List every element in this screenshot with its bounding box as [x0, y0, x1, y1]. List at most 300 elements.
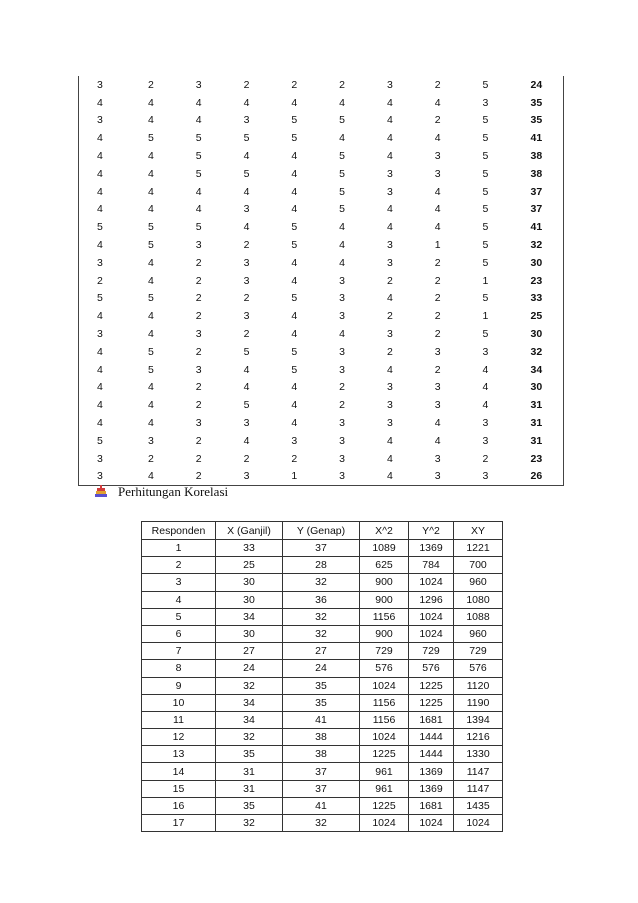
score-cell: 5: [482, 328, 489, 341]
score-cell: 4: [195, 96, 202, 109]
score-cell: 2: [434, 310, 441, 323]
table-cell: 960: [454, 625, 503, 642]
score-cell: 3: [243, 203, 250, 216]
score-row: [79, 254, 564, 272]
score-total-cell: 38: [509, 147, 564, 165]
table-cell: 12: [142, 729, 216, 746]
score-cell: 3: [434, 345, 441, 358]
score-cell: 4: [434, 417, 441, 430]
score-cell: 4: [147, 96, 154, 109]
score-cell: 4: [386, 363, 393, 376]
score-table-body: [79, 76, 564, 486]
score-cell: 4: [243, 434, 250, 447]
table-cell: 13: [142, 746, 216, 763]
score-cell: 5: [339, 167, 345, 180]
score-cell: 2: [147, 78, 154, 91]
score-cell: 3: [223, 468, 271, 486]
score-row: [79, 147, 564, 165]
score-cell: 4: [79, 414, 128, 432]
table-cell: 30: [216, 591, 283, 608]
table-cell: 38: [283, 746, 360, 763]
score-cell: 5: [339, 203, 345, 216]
score-cell: 3: [291, 434, 298, 447]
table-row: [142, 574, 503, 591]
section-heading: [94, 484, 228, 500]
score-cell: 4: [291, 310, 298, 323]
column-header: XY: [454, 522, 503, 540]
score-cell: 2: [434, 256, 441, 269]
score-cell: 4: [386, 150, 393, 163]
table-cell: 1156: [360, 694, 409, 711]
table-cell: 1080: [454, 591, 503, 608]
table-cell: 10: [142, 694, 216, 711]
score-row: [79, 290, 564, 308]
score-cell: 5: [147, 132, 154, 145]
score-row: [79, 361, 564, 379]
score-cell: 3: [243, 310, 250, 323]
table-cell: 1088: [454, 608, 503, 625]
score-cell: 4: [339, 221, 345, 234]
score-cell: 2: [195, 310, 202, 323]
score-row: [79, 396, 564, 414]
table-cell: 729: [360, 643, 409, 660]
table-cell: 7: [142, 643, 216, 660]
table-cell: 625: [360, 557, 409, 574]
table-cell: 38: [283, 729, 360, 746]
score-total-cell: 34: [509, 361, 564, 379]
score-cell: 5: [482, 114, 489, 127]
table-cell: 1225: [409, 677, 454, 694]
score-cell: 3: [79, 254, 128, 272]
score-row: [79, 76, 564, 94]
table-cell: 32: [283, 574, 360, 591]
score-row: [79, 94, 564, 112]
score-row: [79, 343, 564, 361]
score-cell: 5: [482, 150, 489, 163]
score-cell: 4: [339, 256, 345, 269]
score-cell: 4: [291, 203, 298, 216]
score-row: [79, 129, 564, 147]
table-cell: 1225: [360, 746, 409, 763]
table-cell: 729: [454, 643, 503, 660]
score-cell: 3: [339, 434, 345, 447]
score-cell: 3: [482, 417, 489, 430]
table-cell: 1024: [409, 608, 454, 625]
table-cell: 1024: [454, 815, 503, 832]
score-cell: 4: [147, 310, 154, 323]
score-cell: 1: [434, 239, 441, 252]
score-cell: 5: [291, 132, 298, 145]
table-row: [142, 815, 503, 832]
table-row: [142, 746, 503, 763]
score-cell: 4: [291, 399, 298, 412]
score-cell: 2: [291, 452, 298, 465]
score-cell: 5: [147, 292, 154, 305]
score-cell: 4: [127, 468, 175, 486]
score-cell: 3: [386, 399, 393, 412]
score-cell: 4: [386, 114, 393, 127]
score-cell: 4: [147, 381, 154, 394]
table-cell: 1435: [454, 797, 503, 814]
score-cell: 3: [386, 167, 393, 180]
score-cell: 4: [79, 361, 128, 379]
score-cell: 3: [386, 328, 393, 341]
score-cell: 4: [195, 114, 202, 127]
table-cell: 1369: [409, 780, 454, 797]
table-cell: 1024: [409, 625, 454, 642]
score-total-cell: 33: [509, 290, 564, 308]
score-total-cell: 38: [509, 165, 564, 183]
score-total-cell: 24: [509, 76, 564, 94]
score-cell: 5: [243, 345, 250, 358]
table-cell: 37: [283, 780, 360, 797]
score-cell: 5: [482, 132, 489, 145]
score-cell: 4: [386, 221, 393, 234]
table-cell: 35: [283, 694, 360, 711]
table-cell: 32: [283, 608, 360, 625]
score-cell: 5: [482, 256, 489, 269]
score-cell: 5: [243, 167, 250, 180]
score-cell: 3: [243, 274, 250, 287]
table-cell: 729: [409, 643, 454, 660]
table-cell: 32: [216, 815, 283, 832]
score-cell: 4: [434, 96, 441, 109]
score-cell: 2: [243, 452, 250, 465]
score-cell: 4: [386, 434, 393, 447]
score-cell: 3: [195, 328, 202, 341]
table-cell: 961: [360, 763, 409, 780]
table-cell: 41: [283, 797, 360, 814]
score-cell: 4: [243, 185, 250, 198]
score-cell: 2: [434, 274, 441, 287]
score-cell: 5: [147, 239, 154, 252]
table-row: [142, 643, 503, 660]
table-cell: 1225: [409, 694, 454, 711]
score-total-cell: 37: [509, 183, 564, 201]
table-cell: 1147: [454, 763, 503, 780]
score-cell: 4: [482, 399, 489, 412]
column-header: Y^2: [409, 522, 454, 540]
score-cell: 4: [434, 434, 441, 447]
table-cell: 35: [216, 746, 283, 763]
score-total-cell: 25: [509, 307, 564, 325]
score-cell: 2: [339, 399, 345, 412]
score-cell: 3: [195, 417, 202, 430]
table-cell: 27: [216, 643, 283, 660]
table-cell: 32: [283, 815, 360, 832]
score-total-cell: 23: [509, 450, 564, 468]
score-cell: 4: [79, 307, 128, 325]
score-cell: 1: [482, 274, 489, 287]
table-cell: 1681: [409, 711, 454, 728]
table-cell: 1216: [454, 729, 503, 746]
table-row: [142, 625, 503, 642]
score-cell: 2: [243, 239, 250, 252]
table-cell: 34: [216, 608, 283, 625]
score-cell: 3: [79, 325, 128, 343]
score-total-cell: 41: [509, 218, 564, 236]
score-row: [79, 218, 564, 236]
score-cell: 2: [79, 272, 128, 290]
score-cell: 5: [482, 203, 489, 216]
score-cell: 5: [195, 132, 202, 145]
score-cell: 4: [147, 256, 154, 269]
table-cell: 32: [216, 677, 283, 694]
score-cell: 4: [482, 363, 489, 376]
score-cell: 2: [195, 399, 202, 412]
table-cell: 35: [283, 677, 360, 694]
score-row: [79, 165, 564, 183]
score-cell: 3: [79, 76, 128, 94]
table-row: [142, 780, 503, 797]
score-row: [79, 201, 564, 219]
table-row: [142, 711, 503, 728]
score-cell: 4: [243, 221, 250, 234]
score-cell: 3: [386, 417, 393, 430]
score-total-cell: 32: [509, 236, 564, 254]
table-cell: 1024: [409, 574, 454, 591]
score-cell: 4: [195, 203, 202, 216]
score-cell: 2: [243, 292, 250, 305]
score-cell: 4: [291, 417, 298, 430]
score-cell: 5: [339, 114, 345, 127]
table-cell: 33: [216, 540, 283, 557]
table-cell: 1296: [409, 591, 454, 608]
score-cell: 4: [434, 203, 441, 216]
score-cell: 5: [147, 221, 154, 234]
score-row: [79, 272, 564, 290]
table-row: [142, 677, 503, 694]
score-cell: 5: [339, 185, 345, 198]
table-cell: 576: [360, 660, 409, 677]
table-cell: 24: [283, 660, 360, 677]
score-row: [79, 379, 564, 397]
table-cell: 27: [283, 643, 360, 660]
table-cell: 700: [454, 557, 503, 574]
score-cell: 5: [482, 292, 489, 305]
table-cell: 5: [142, 608, 216, 625]
table-cell: 1369: [409, 763, 454, 780]
correlation-table-body: [142, 540, 503, 832]
score-cell: 3: [386, 239, 393, 252]
score-total-cell: 30: [509, 325, 564, 343]
score-cell: 5: [482, 239, 489, 252]
table-cell: 1: [142, 540, 216, 557]
table-cell: 32: [283, 625, 360, 642]
score-row: [79, 414, 564, 432]
score-cell: 4: [339, 132, 345, 145]
table-row: [142, 694, 503, 711]
score-cell: 3: [79, 450, 128, 468]
score-cell: 3: [386, 78, 393, 91]
score-cell: 5: [291, 363, 298, 376]
score-row: [79, 450, 564, 468]
table-cell: 34: [216, 711, 283, 728]
table-cell: 37: [283, 763, 360, 780]
table-cell: 1225: [360, 797, 409, 814]
table-cell: 25: [216, 557, 283, 574]
table-row: [142, 591, 503, 608]
score-cell: 4: [482, 381, 489, 394]
score-cell: 3: [243, 256, 250, 269]
table-cell: 576: [409, 660, 454, 677]
table-cell: 34: [216, 694, 283, 711]
score-cell: 2: [195, 434, 202, 447]
score-cell: 4: [147, 417, 154, 430]
table-cell: 32: [216, 729, 283, 746]
score-cell: 4: [434, 185, 441, 198]
score-cell: 4: [386, 452, 393, 465]
table-row: [142, 797, 503, 814]
score-cell: 3: [318, 468, 366, 486]
score-cell: 4: [243, 96, 250, 109]
score-cell: 4: [291, 256, 298, 269]
score-row: [79, 432, 564, 450]
table-row: [142, 540, 503, 557]
score-cell: 4: [386, 96, 393, 109]
table-row: [142, 660, 503, 677]
correlation-table: [141, 521, 503, 832]
score-row: [79, 307, 564, 325]
score-cell: 3: [195, 78, 202, 91]
score-cell: 4: [147, 399, 154, 412]
column-header: X^2: [360, 522, 409, 540]
score-cell: 5: [243, 132, 250, 145]
table-row: [142, 608, 503, 625]
table-cell: 4: [142, 591, 216, 608]
score-cell: 4: [339, 239, 345, 252]
score-cell: 5: [147, 363, 154, 376]
score-cell: 4: [147, 185, 154, 198]
score-cell: 3: [339, 310, 345, 323]
score-cell: 5: [195, 221, 202, 234]
table-cell: 900: [360, 574, 409, 591]
score-total-cell: 31: [509, 432, 564, 450]
table-cell: 17: [142, 815, 216, 832]
score-cell: 4: [79, 147, 128, 165]
score-cell: 4: [386, 292, 393, 305]
table-cell: 1221: [454, 540, 503, 557]
score-cell: 2: [386, 274, 393, 287]
score-row: [79, 183, 564, 201]
score-cell: 2: [434, 78, 441, 91]
score-cell: 4: [243, 150, 250, 163]
table-cell: 36: [283, 591, 360, 608]
score-cell: 4: [291, 274, 298, 287]
score-cell: 5: [195, 150, 202, 163]
score-cell: 2: [386, 310, 393, 323]
correlation-header-row: [142, 522, 503, 540]
score-cell: 2: [434, 328, 441, 341]
table-cell: 8: [142, 660, 216, 677]
score-total-cell: 35: [509, 112, 564, 130]
table-cell: 2: [142, 557, 216, 574]
table-cell: 900: [360, 591, 409, 608]
score-cell: 1: [270, 468, 318, 486]
score-cell: 4: [386, 203, 393, 216]
score-cell: 5: [291, 114, 298, 127]
score-cell: 3: [482, 96, 489, 109]
score-cell: 3: [482, 434, 489, 447]
score-row: [79, 112, 564, 130]
score-cell: 4: [79, 129, 128, 147]
score-cell: 2: [195, 345, 202, 358]
table-cell: 1120: [454, 677, 503, 694]
table-cell: 1444: [409, 729, 454, 746]
score-cell: 4: [291, 167, 298, 180]
score-cell: 3: [79, 468, 128, 486]
score-cell: 3: [434, 167, 441, 180]
score-cell: 3: [339, 345, 345, 358]
score-cell: 4: [434, 132, 441, 145]
score-cell: 2: [195, 274, 202, 287]
score-cell: 2: [434, 363, 441, 376]
score-cell: 3: [482, 345, 489, 358]
score-cell: 4: [79, 165, 128, 183]
score-cell: 3: [339, 452, 345, 465]
score-cell: 3: [434, 399, 441, 412]
score-cell: 3: [243, 417, 250, 430]
score-cell: 4: [291, 96, 298, 109]
score-cell: 4: [79, 379, 128, 397]
score-cell: 5: [291, 221, 298, 234]
score-total-cell: 23: [509, 272, 564, 290]
score-cell: 3: [339, 274, 345, 287]
score-cell: 4: [291, 150, 298, 163]
score-cell: 4: [339, 328, 345, 341]
table-cell: 1156: [360, 608, 409, 625]
table-cell: 35: [216, 797, 283, 814]
score-cell: 2: [243, 328, 250, 341]
score-cell: 3: [434, 452, 441, 465]
score-cell: 3: [147, 434, 154, 447]
table-cell: 3: [142, 574, 216, 591]
section-heading-text: Perhitungan Korelasi: [118, 484, 229, 499]
table-cell: 1156: [360, 711, 409, 728]
score-total-cell: 35: [509, 94, 564, 112]
score-cell: 2: [175, 468, 223, 486]
score-cell: 5: [482, 185, 489, 198]
table-cell: 1394: [454, 711, 503, 728]
table-row: [142, 557, 503, 574]
table-cell: 1024: [360, 677, 409, 694]
score-row: [79, 236, 564, 254]
score-cell: 2: [195, 292, 202, 305]
score-cell: 4: [79, 236, 128, 254]
table-cell: 1024: [360, 815, 409, 832]
table-cell: 1330: [454, 746, 503, 763]
score-cell: 3: [243, 114, 250, 127]
score-cell: 5: [482, 221, 489, 234]
table-cell: 1089: [360, 540, 409, 557]
table-cell: 1444: [409, 746, 454, 763]
table-cell: 30: [216, 625, 283, 642]
score-total-cell: 31: [509, 396, 564, 414]
score-cell: 4: [79, 94, 128, 112]
score-cell: 5: [339, 150, 345, 163]
score-cell: 4: [243, 363, 250, 376]
score-cell: 4: [386, 132, 393, 145]
score-cell: 4: [147, 203, 154, 216]
score-cell: 3: [195, 239, 202, 252]
score-cell: 3: [434, 150, 441, 163]
score-cell: 4: [291, 185, 298, 198]
table-row: [142, 763, 503, 780]
score-cell: 4: [366, 468, 414, 486]
score-cell: 2: [482, 452, 489, 465]
table-cell: 14: [142, 763, 216, 780]
score-total-cell: 30: [509, 379, 564, 397]
